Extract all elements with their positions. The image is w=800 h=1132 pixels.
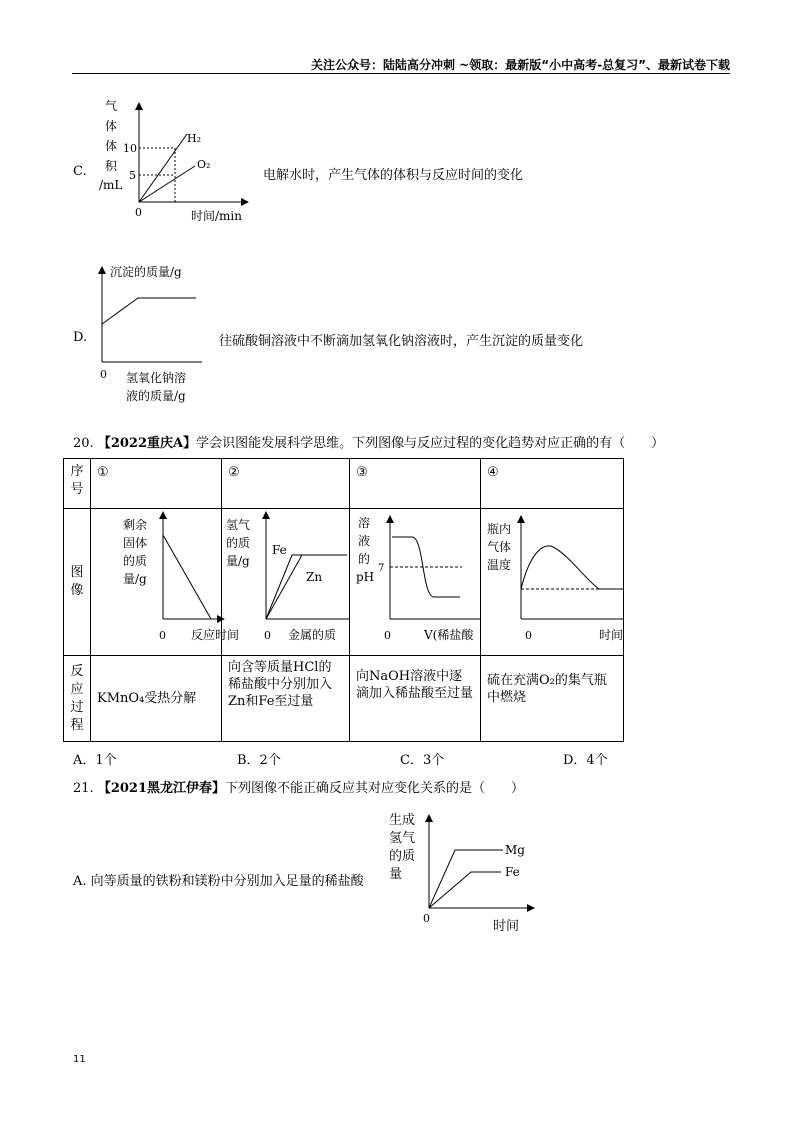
- svg-text:量/g: 量/g: [226, 554, 250, 568]
- table-row: [64, 509, 624, 656]
- svg-text:溶: 溶: [358, 516, 371, 530]
- row-head-number: 序 号: [64, 459, 91, 509]
- c-series-h2: H₂: [187, 132, 202, 145]
- svg-text:剩余: 剩余: [123, 518, 148, 532]
- d-origin: 0: [100, 368, 107, 381]
- d-curve: [102, 298, 196, 324]
- g4-curve: [521, 546, 623, 589]
- process-4: 硫在充满O₂的集气瓶中燃烧: [481, 656, 624, 742]
- col-3-number: ③: [350, 459, 481, 509]
- d-ylabel: 沉淀的质量/g: [110, 265, 182, 279]
- q20-number: 20.: [73, 436, 94, 451]
- option-d-graph: [92, 262, 212, 410]
- q20-choice-b[interactable]: B．2个: [237, 753, 281, 768]
- page-number: 11: [73, 1054, 86, 1065]
- graph-4-cell: [481, 509, 624, 656]
- col-2-number: ②: [222, 459, 350, 509]
- process-2: 向含等质量HCl的稀盐酸中分别加入Zn和Fe至过量: [222, 656, 350, 742]
- c-series-o2: O₂: [197, 158, 211, 171]
- svg-text:时间: 时间: [599, 628, 624, 642]
- c-tick-5: 5: [129, 169, 136, 182]
- svg-text:Fe: Fe: [272, 543, 287, 557]
- header-rule: [72, 73, 730, 74]
- c-ylabel-char: 体: [105, 119, 118, 133]
- svg-text:0: 0: [384, 629, 391, 642]
- c-ylabel-char: 体: [105, 139, 118, 153]
- g2-line-fe: [266, 555, 347, 619]
- c-xlabel: 时间/min: [191, 209, 242, 223]
- svg-text:pH: pH: [356, 570, 375, 584]
- q20-table: [63, 458, 624, 742]
- svg-text:量: 量: [389, 867, 403, 882]
- option-c-graph: [95, 96, 255, 226]
- svg-text:固体: 固体: [123, 536, 148, 550]
- table-row: [64, 459, 624, 509]
- q21-option-a[interactable]: A. 向等质量的铁粉和镁粉中分别加入足量的稀盐酸: [73, 874, 364, 889]
- svg-text:Zn: Zn: [306, 570, 323, 584]
- svg-text:温度: 温度: [487, 558, 512, 572]
- q20-choice-c[interactable]: C．3个: [400, 753, 445, 768]
- c-line-h2: [139, 134, 187, 202]
- svg-text:生成: 生成: [389, 813, 416, 828]
- q20-choice-a[interactable]: A．1个: [73, 753, 117, 768]
- col-4-number: ④: [481, 459, 624, 509]
- q20-line: [73, 432, 664, 451]
- process-3: 向NaOH溶液中逐滴加入稀盐酸至过量: [350, 656, 481, 742]
- svg-text:量/g: 量/g: [123, 572, 147, 586]
- page-header: 关注公众号：陆陆高分冲刺 ~领取：最新版“小中高考-总复习”、最新试卷下载: [311, 58, 730, 72]
- svg-text:反应时间: 反应时间: [191, 628, 240, 642]
- svg-text:气体: 气体: [487, 540, 512, 554]
- q21-option-a-graph: [385, 810, 535, 938]
- table-row: [64, 656, 624, 742]
- svg-text:的质: 的质: [226, 536, 251, 550]
- svg-text:0: 0: [423, 912, 430, 925]
- graph-3-cell: [350, 509, 481, 656]
- col-1-number: ①: [91, 459, 222, 509]
- graph-3: [350, 509, 480, 649]
- svg-text:V(稀盐酸: V(稀盐酸: [424, 628, 474, 642]
- d-xlabel-1: 氢氧化钠溶: [126, 371, 187, 385]
- g1-line: [163, 535, 211, 619]
- c-tick-10: 10: [123, 142, 137, 155]
- option-d-label: D.: [73, 330, 88, 345]
- q20-choice-d[interactable]: D．4个: [563, 753, 608, 768]
- graph-2-cell: [222, 509, 350, 656]
- row-head-process: 反 应 过 程: [64, 656, 91, 742]
- q21-stem: 下列图像不能正确反应其对应变化关系的是（ ）: [225, 781, 525, 796]
- svg-text:7: 7: [378, 563, 385, 574]
- q20-source: 【2022重庆A】: [97, 436, 197, 451]
- g2-line-zn: [266, 555, 302, 619]
- q21-source: 【2021黑龙江伊春】: [97, 781, 226, 796]
- svg-text:时间: 时间: [493, 919, 520, 934]
- svg-text:氢气: 氢气: [389, 831, 416, 846]
- svg-text:氢气: 氢气: [226, 518, 251, 532]
- svg-text:的质: 的质: [389, 849, 416, 864]
- svg-text:Fe: Fe: [505, 865, 520, 879]
- q20-stem: 学会识图能发展科学思维。下列图像与反应过程的变化趋势对应正确的有（ ）: [196, 436, 665, 451]
- d-xlabel-2: 液的质量/g: [126, 389, 186, 403]
- graph-2: [222, 509, 349, 649]
- process-1: KMnO₄受热分解: [91, 656, 222, 742]
- a-line-fe: [429, 872, 501, 908]
- svg-text:的质: 的质: [123, 554, 148, 568]
- option-c-description: 电解水时，产生气体的体积与反应时间的变化: [263, 168, 524, 183]
- c-origin: 0: [135, 206, 142, 219]
- svg-text:金属的质: 金属的质: [288, 628, 337, 642]
- option-c-label: C.: [73, 164, 87, 179]
- graph-4: [481, 509, 623, 649]
- option-d-description: 往硫酸铜溶液中不断滴加氢氧化钠溶液时，产生沉淀的质量变化: [219, 334, 584, 349]
- svg-text:0: 0: [159, 629, 166, 642]
- a-line-mg: [429, 850, 503, 908]
- svg-text:0: 0: [525, 629, 532, 642]
- c-line-o2: [139, 166, 195, 202]
- q21-number: 21.: [73, 781, 94, 796]
- svg-text:的: 的: [358, 552, 371, 566]
- c-ylabel-char: 积: [105, 159, 118, 173]
- c-yunit: /mL: [99, 178, 123, 192]
- svg-text:液: 液: [358, 534, 371, 548]
- row-head-graph: 图 像: [64, 509, 91, 656]
- svg-text:0: 0: [264, 629, 271, 642]
- svg-text:Mg: Mg: [505, 843, 525, 857]
- q21-line: [73, 777, 524, 796]
- svg-text:瓶内: 瓶内: [487, 522, 512, 536]
- c-ylabel-char: 气: [105, 99, 118, 113]
